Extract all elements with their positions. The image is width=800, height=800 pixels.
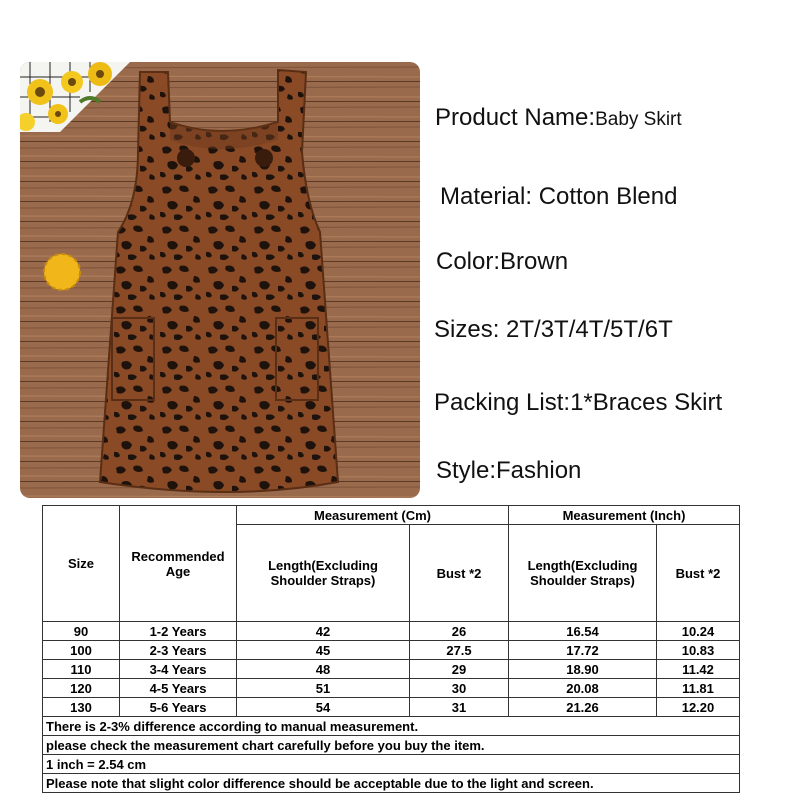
table-header-row xyxy=(43,506,740,525)
header-measurement-inch: Measurement (Inch) xyxy=(509,506,740,525)
table-row xyxy=(43,679,740,698)
cell-size: 90 xyxy=(43,622,120,641)
cell-bust-inch: 10.24 xyxy=(657,622,740,641)
note-row xyxy=(43,774,740,793)
note-measurement-difference: There is 2-3% difference according to manual measurement. xyxy=(43,717,740,736)
cell-length-cm: 51 xyxy=(237,679,410,698)
cell-age: 5-6 Years xyxy=(120,698,237,717)
cell-length-inch: 18.90 xyxy=(509,660,657,679)
cell-bust-cm: 26 xyxy=(410,622,509,641)
cell-length-cm: 54 xyxy=(237,698,410,717)
cell-length-cm: 45 xyxy=(237,641,410,660)
cell-size: 100 xyxy=(43,641,120,660)
cell-size: 110 xyxy=(43,660,120,679)
header-bust-inch: Bust *2 xyxy=(657,525,740,622)
note-inch-conversion: 1 inch = 2.54 cm xyxy=(43,755,740,774)
cell-age: 2-3 Years xyxy=(120,641,237,660)
cell-length-cm: 48 xyxy=(237,660,410,679)
cell-size: 120 xyxy=(43,679,120,698)
size-chart-table xyxy=(42,505,740,793)
cell-length-inch: 16.54 xyxy=(509,622,657,641)
product-name-label: Product Name: xyxy=(435,104,596,131)
header-measurement-cm: Measurement (Cm) xyxy=(237,506,509,525)
product-color: Color:Brown xyxy=(436,248,569,275)
product-name-value: Baby Skirt xyxy=(595,109,682,130)
cell-bust-inch: 11.42 xyxy=(657,660,740,679)
header-recommended-age: Recommended Age xyxy=(120,506,237,622)
cell-age: 4-5 Years xyxy=(120,679,237,698)
note-row xyxy=(43,717,740,736)
cell-bust-inch: 10.83 xyxy=(657,641,740,660)
product-sizes: Sizes: 2T/3T/4T/5T/6T xyxy=(434,316,673,343)
note-row xyxy=(43,755,740,774)
cell-bust-inch: 12.20 xyxy=(657,698,740,717)
cell-bust-cm: 29 xyxy=(410,660,509,679)
leopard-skirt-image xyxy=(20,62,420,498)
cell-length-inch: 21.26 xyxy=(509,698,657,717)
cell-age: 1-2 Years xyxy=(120,622,237,641)
product-material: Material: Cotton Blend xyxy=(440,183,678,210)
product-packing-list: Packing List:1*Braces Skirt xyxy=(434,389,723,416)
header-length-cm: Length(Excluding Shoulder Straps) xyxy=(237,525,410,622)
table-row xyxy=(43,641,740,660)
cell-bust-cm: 31 xyxy=(410,698,509,717)
header-length-inch: Length(Excluding Shoulder Straps) xyxy=(509,525,657,622)
cell-bust-inch: 11.81 xyxy=(657,679,740,698)
cell-age: 3-4 Years xyxy=(120,660,237,679)
table-row xyxy=(43,622,740,641)
product-photo xyxy=(20,62,420,498)
cell-bust-cm: 27.5 xyxy=(410,641,509,660)
cell-bust-cm: 30 xyxy=(410,679,509,698)
cell-length-cm: 42 xyxy=(237,622,410,641)
table-row xyxy=(43,660,740,679)
table-row xyxy=(43,698,740,717)
note-color-difference: Please note that slight color difference should be acceptable due to the light and screen. xyxy=(43,774,740,793)
cell-length-inch: 20.08 xyxy=(509,679,657,698)
header-size: Size xyxy=(43,506,120,622)
cell-size: 130 xyxy=(43,698,120,717)
note-row xyxy=(43,736,740,755)
header-bust-cm: Bust *2 xyxy=(410,525,509,622)
note-check-chart: please check the measurement chart carefully before you buy the item. xyxy=(43,736,740,755)
product-style: Style:Fashion xyxy=(436,457,582,484)
cell-length-inch: 17.72 xyxy=(509,641,657,660)
product-name xyxy=(435,106,682,130)
